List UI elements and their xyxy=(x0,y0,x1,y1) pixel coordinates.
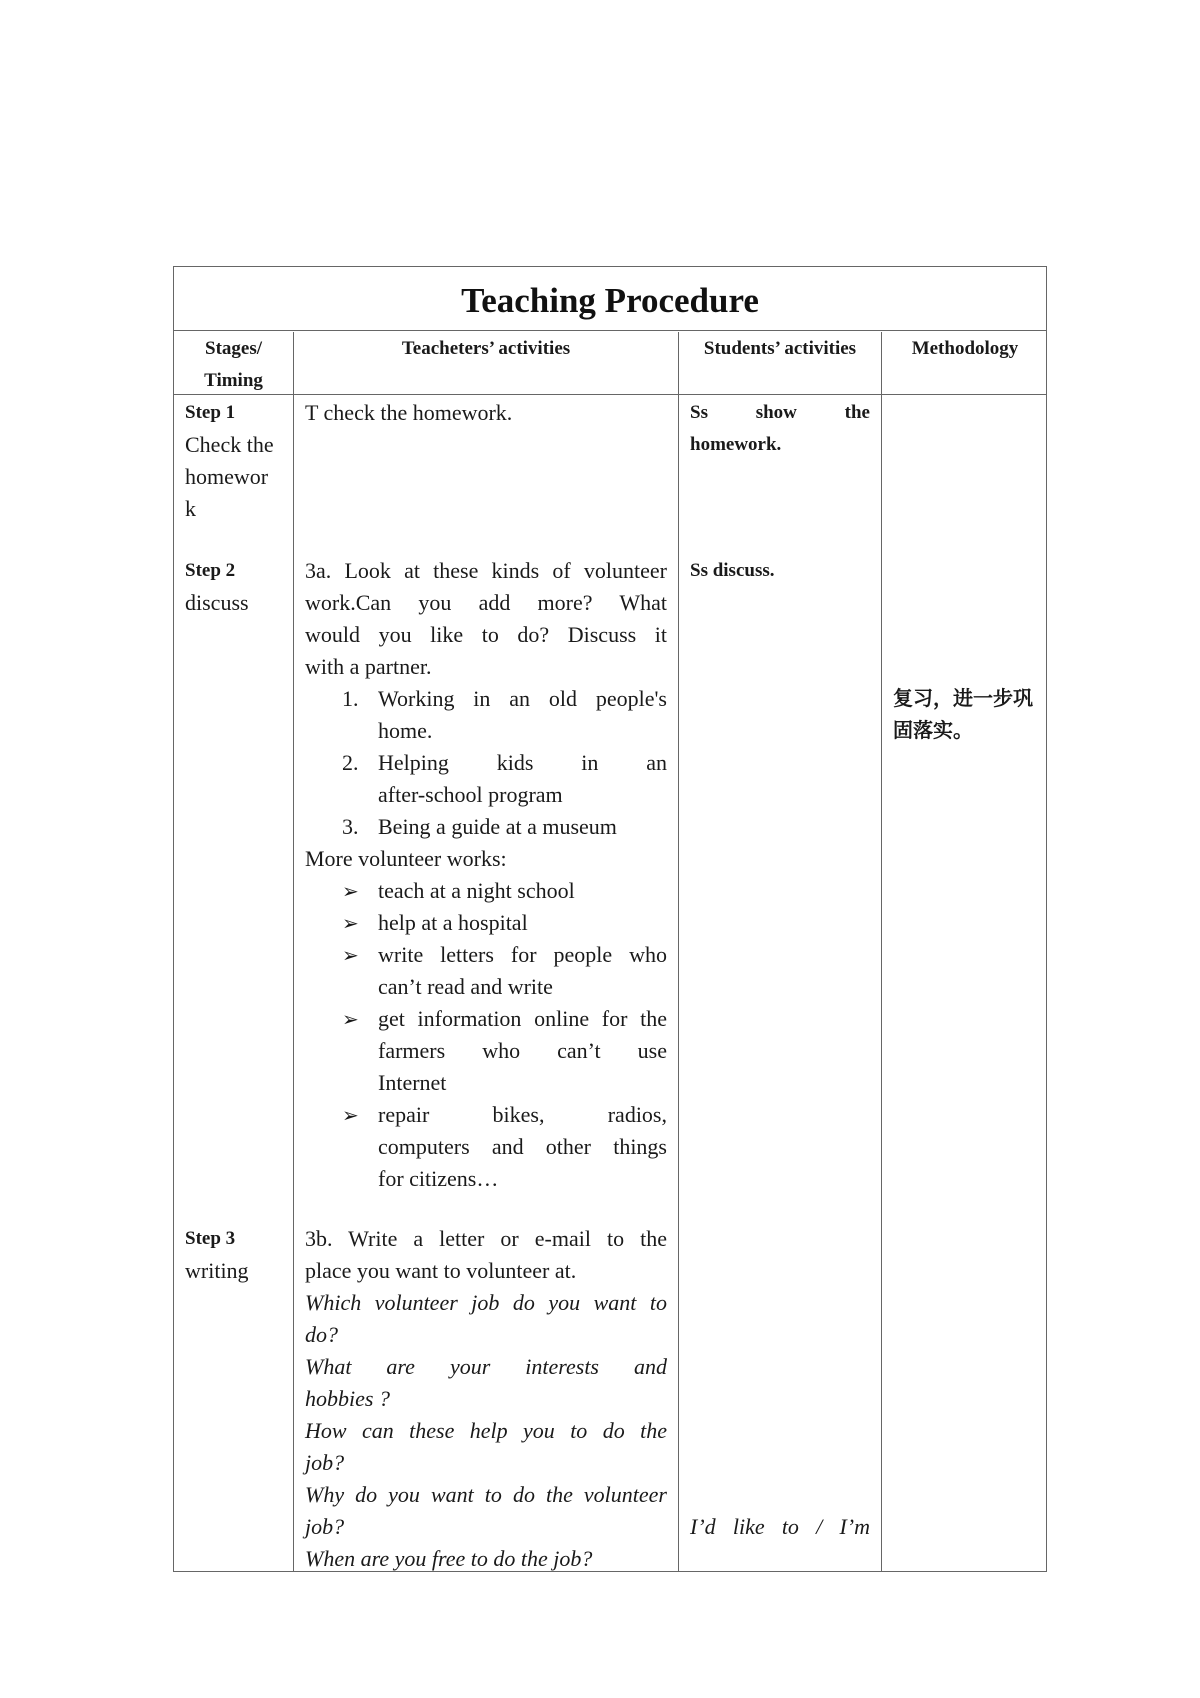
item-number: 2. xyxy=(342,750,359,775)
arrow-bullet-icon: ➢ xyxy=(342,879,359,903)
step1-student-activity xyxy=(690,397,870,461)
bullet-item xyxy=(305,907,667,939)
step2-intro-line: work.Can you add more? What xyxy=(305,590,667,615)
bullet-item xyxy=(305,939,667,1003)
step1-label: Step 1 xyxy=(185,402,236,423)
step1-teacher-activity: T check the homework. xyxy=(305,400,513,425)
column-divider-2 xyxy=(678,332,679,1571)
step2-intro-line: 3a. Look at these kinds of volunteer xyxy=(305,558,667,583)
bullet-text: get information online for the xyxy=(378,1006,667,1031)
numbered-item xyxy=(305,747,667,811)
numbered-item xyxy=(305,683,667,747)
bullet-text: teach at a night school xyxy=(378,878,575,903)
item-number: 1. xyxy=(342,686,359,711)
bullet-text: farmers who can’t use xyxy=(378,1038,667,1063)
header-methodology: Methodology xyxy=(911,338,1019,359)
writing-question: hobbies ? xyxy=(305,1386,390,1411)
writing-question: Why do you want to do the volunteer xyxy=(305,1482,667,1507)
step3-name: writing xyxy=(185,1258,249,1283)
item-number: 3. xyxy=(342,814,359,839)
methodology-line: 固落实。 xyxy=(893,718,973,742)
step2-intro-line: with a partner. xyxy=(305,654,432,679)
arrow-bullet-icon: ➢ xyxy=(342,1103,359,1127)
step3-intro-line: place you want to volunteer at. xyxy=(305,1258,577,1283)
item-text: Being a guide at a museum xyxy=(378,814,617,839)
bullet-item xyxy=(305,875,667,907)
writing-question: do? xyxy=(305,1322,338,1347)
step1-name-line-3: k xyxy=(185,496,196,521)
item-text: after-school program xyxy=(378,782,563,807)
header-bottom-rule xyxy=(174,394,1046,395)
writing-question: When are you free to do the job? xyxy=(305,1546,593,1571)
bullet-text: write letters for people who xyxy=(378,942,667,967)
bullet-text: for citizens… xyxy=(378,1166,499,1191)
teaching-procedure-table xyxy=(173,266,1047,1572)
more-volunteer-label: More volunteer works: xyxy=(305,846,507,871)
item-text: Working in an old people's xyxy=(378,686,667,711)
step1-student-line-2: homework. xyxy=(690,434,782,455)
bullet-item xyxy=(305,1099,667,1195)
step2-teacher-activity xyxy=(305,555,667,1195)
bullet-item xyxy=(305,1003,667,1099)
item-text: Helping kids in an xyxy=(378,750,667,775)
step2-name: discuss xyxy=(185,590,249,615)
header-student-activities: Students’ activities xyxy=(703,338,857,359)
bullet-text: can’t read and write xyxy=(378,974,553,999)
step1-name-line-2: homewor xyxy=(185,464,269,489)
methodology-note xyxy=(893,682,1043,746)
column-divider-3 xyxy=(881,332,882,1571)
step3-stage-cell xyxy=(185,1223,289,1287)
writing-question: job? xyxy=(305,1514,345,1539)
bullet-text: help at a hospital xyxy=(378,910,528,935)
bullet-text: computers and other things xyxy=(378,1134,667,1159)
numbered-item xyxy=(305,811,667,843)
step1-student-line-1: Ss show the xyxy=(690,402,870,423)
step3-intro-line: 3b. Write a letter or e-mail to the xyxy=(305,1226,667,1251)
header-stages-timing xyxy=(174,333,293,397)
arrow-bullet-icon: ➢ xyxy=(342,943,359,967)
step2-label: Step 2 xyxy=(185,560,236,581)
bullet-text: repair bikes, radios, xyxy=(378,1102,667,1127)
writing-question: job? xyxy=(305,1450,345,1475)
writing-question: How can these help you to do the xyxy=(305,1418,667,1443)
table-title: Teaching Procedure xyxy=(461,281,759,320)
writing-question: Which volunteer job do you want to xyxy=(305,1290,667,1315)
arrow-bullet-icon: ➢ xyxy=(342,1007,359,1031)
arrow-bullet-icon: ➢ xyxy=(342,911,359,935)
item-text: home. xyxy=(378,718,433,743)
step3-teacher-activity xyxy=(305,1223,667,1575)
header-teacher-activities: Teacheters’ activities xyxy=(401,338,571,359)
header-stages: Stages/ xyxy=(205,338,262,359)
header-top-rule xyxy=(174,330,1046,331)
column-divider-1 xyxy=(293,332,294,1571)
methodology-line: 复习，进一步巩 xyxy=(893,686,1033,710)
header-timing: Timing xyxy=(204,370,263,391)
bullet-text: Internet xyxy=(378,1070,447,1095)
step1-stage-cell xyxy=(185,397,289,525)
step3-student-activity: I’d like to / I’m xyxy=(690,1514,870,1539)
step2-stage-cell xyxy=(185,555,289,619)
step2-student-activity: Ss discuss. xyxy=(690,560,775,581)
step1-name-line-1: Check the xyxy=(185,432,274,457)
step2-intro-line: would you like to do? Discuss it xyxy=(305,622,667,647)
step3-label: Step 3 xyxy=(185,1228,236,1249)
writing-question: What are your interests and xyxy=(305,1354,667,1379)
